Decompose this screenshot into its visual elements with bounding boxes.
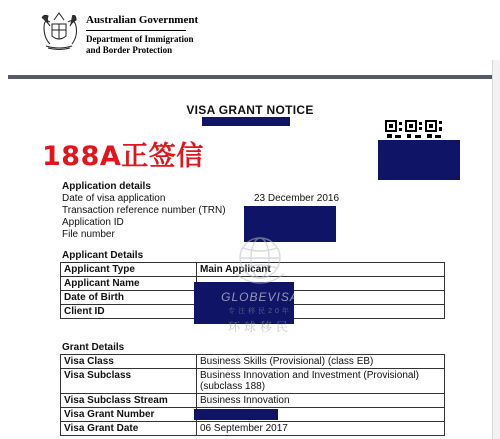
table-cell-label: Visa Class <box>61 355 197 369</box>
table-cell-label: Applicant Name <box>61 277 197 291</box>
table-cell-label: Date of Birth <box>61 291 197 305</box>
table-cell-value: 06 September 2017 <box>197 422 445 436</box>
watermark-brand: GLOBEVISA <box>221 290 299 304</box>
notice-title: VISA GRANT NOTICE <box>186 103 314 117</box>
table-cell-value: Main Applicant <box>197 263 445 277</box>
table-cell-label: Visa Grant Date <box>61 422 197 436</box>
chinese-caption: 188A正签信 <box>42 141 204 172</box>
application-details-heading: Application details <box>62 181 151 192</box>
coat-of-arms-icon <box>36 10 82 52</box>
application-detail-value: 23 December 2016 <box>254 193 340 204</box>
government-title: Australian Government <box>86 14 199 26</box>
table-cell-label: Visa Subclass <box>61 369 197 394</box>
redaction-block <box>202 117 290 126</box>
redaction-block <box>244 206 336 242</box>
table-cell-label: Applicant Type <box>61 263 197 277</box>
table-cell-value: Business Innovation <box>197 394 445 408</box>
redaction-block <box>378 140 460 180</box>
redaction-block <box>194 282 294 324</box>
table-cell-value: Business Innovation and Investment (Provisional) (subclass 188) <box>197 369 445 394</box>
application-detail-label: Transaction reference number (TRN) <box>62 205 226 216</box>
table-row <box>61 394 445 408</box>
application-detail-label: File number <box>62 229 115 240</box>
header-rule <box>8 75 492 79</box>
application-detail-label: Application ID <box>62 217 124 228</box>
table-cell-label: Visa Grant Number <box>61 408 197 422</box>
grant-details-heading: Grant Details <box>62 342 125 353</box>
table-cell-label: Visa Subclass Stream <box>61 394 197 408</box>
qr-code-icon <box>385 120 445 140</box>
grant-details-table <box>60 354 445 436</box>
redaction-block <box>194 409 278 420</box>
table-row <box>61 369 445 394</box>
title-divider <box>86 30 186 31</box>
table-row <box>61 263 445 277</box>
government-text <box>86 14 266 56</box>
table-cell-label: Client ID <box>61 305 197 319</box>
application-detail-label: Date of visa application <box>62 193 166 204</box>
department-line-1: Department of Immigration <box>86 34 194 44</box>
table-row <box>61 422 445 436</box>
table-cell-value: Business Skills (Provisional) (class EB) <box>197 355 445 369</box>
watermark-chinese: 环球移民 <box>227 320 292 334</box>
applicant-details-heading: Applicant Details <box>62 250 144 261</box>
department-line-2: and Border Protection <box>86 45 173 55</box>
watermark-tagline: 专注移民20年 <box>228 308 292 315</box>
table-row <box>61 355 445 369</box>
